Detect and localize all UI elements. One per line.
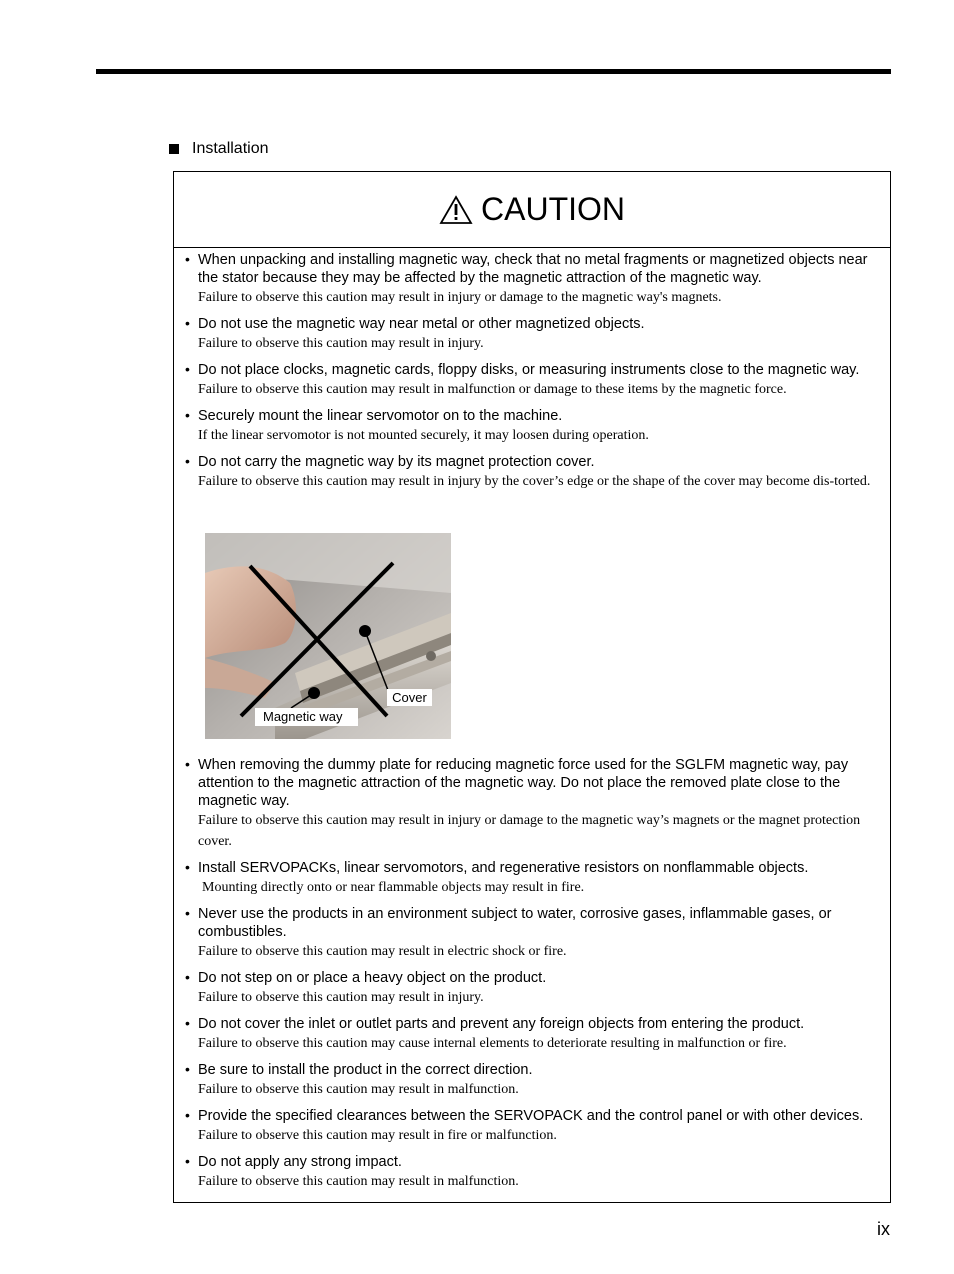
caution-list-bottom (174, 756, 890, 1192)
section-title: Installation (192, 140, 269, 157)
caution-item: • Do not use the magnetic way near metal or other magnetized objects. Failure to observe this caution may result in injury. (185, 315, 645, 351)
caution-item: • Never use the products in an environment subject to water, corrosive gases, inflammable gases, or combustibles. Failure to observe this caution may result in electric shock or fire. (185, 905, 832, 959)
caution-item: • Be sure to install the product in the correct direction. Failure to observe this caution may result in malfunction. (185, 1061, 533, 1097)
caution-item: • Do not carry the magnetic way by its magnet protection cover. Failure to observe this caution may result in injury by the cover’s edge or the shape of the cover may become dis-torted. (185, 453, 871, 489)
caution-item: • Do not place clocks, magnetic cards, floppy disks, or measuring instruments close to the magnetic way. Failure to observe this caution may result in malfunction or damage to these items by the magnetic force. (185, 361, 860, 397)
caution-item: • Install SERVOPACKs, linear servomotors, and regenerative resistors on nonflammable objects. Mounting directly onto or near flammable objects may result in fire. (185, 859, 809, 895)
caution-item: • Provide the specified clearances between the SERVOPACK and the control panel or with other devices. Failure to observe this caution may result in fire or malfunction. (185, 1107, 864, 1143)
caution-item: • When unpacking and installing magnetic way, check that no metal fragments or magnetized objects near the stator because they may be affected by the magnetic attraction of the magnetic way. Failure to observe this caution may result in injury or damage to the magnetic way's magnets. (185, 251, 868, 305)
square-bullet-icon (169, 144, 179, 154)
magnetic-way-label: Magnetic way (255, 708, 358, 726)
cover-label: Cover (387, 689, 432, 706)
caution-list-top (174, 251, 890, 492)
caution-title: CAUTION (481, 191, 625, 227)
page-number: ix (877, 1219, 890, 1239)
caution-item: • Do not step on or place a heavy object on the product. Failure to observe this caution may result in injury. (185, 969, 547, 1005)
header-rule (96, 69, 891, 74)
warning-triangle-icon (439, 195, 473, 225)
caution-header (174, 172, 890, 248)
caution-item: • When removing the dummy plate for reducing magnetic force used for the SGLFM magnetic way, pay attention to the magnetic attraction of the magnetic way. Do not place the removed plate close to the magnetic way. Failure to observe this caution may result in injury or damage to the magnetic way’s magnets or the magnet protection cover. (185, 756, 861, 849)
caution-item: • Securely mount the linear servomotor on to the machine. If the linear servomotor is not mounted securely, it may loosen during operation. (185, 407, 649, 443)
caution-item: • Do not cover the inlet or outlet parts and prevent any foreign objects from entering the product. Failure to observe this caution may cause internal elements to deteriorate resulting in malfunction or fire. (185, 1015, 805, 1051)
caution-item: • Do not apply any strong impact. Failure to observe this caution may result in malfunction. (185, 1153, 519, 1189)
caution-box (173, 171, 891, 1203)
section-heading (169, 140, 269, 158)
